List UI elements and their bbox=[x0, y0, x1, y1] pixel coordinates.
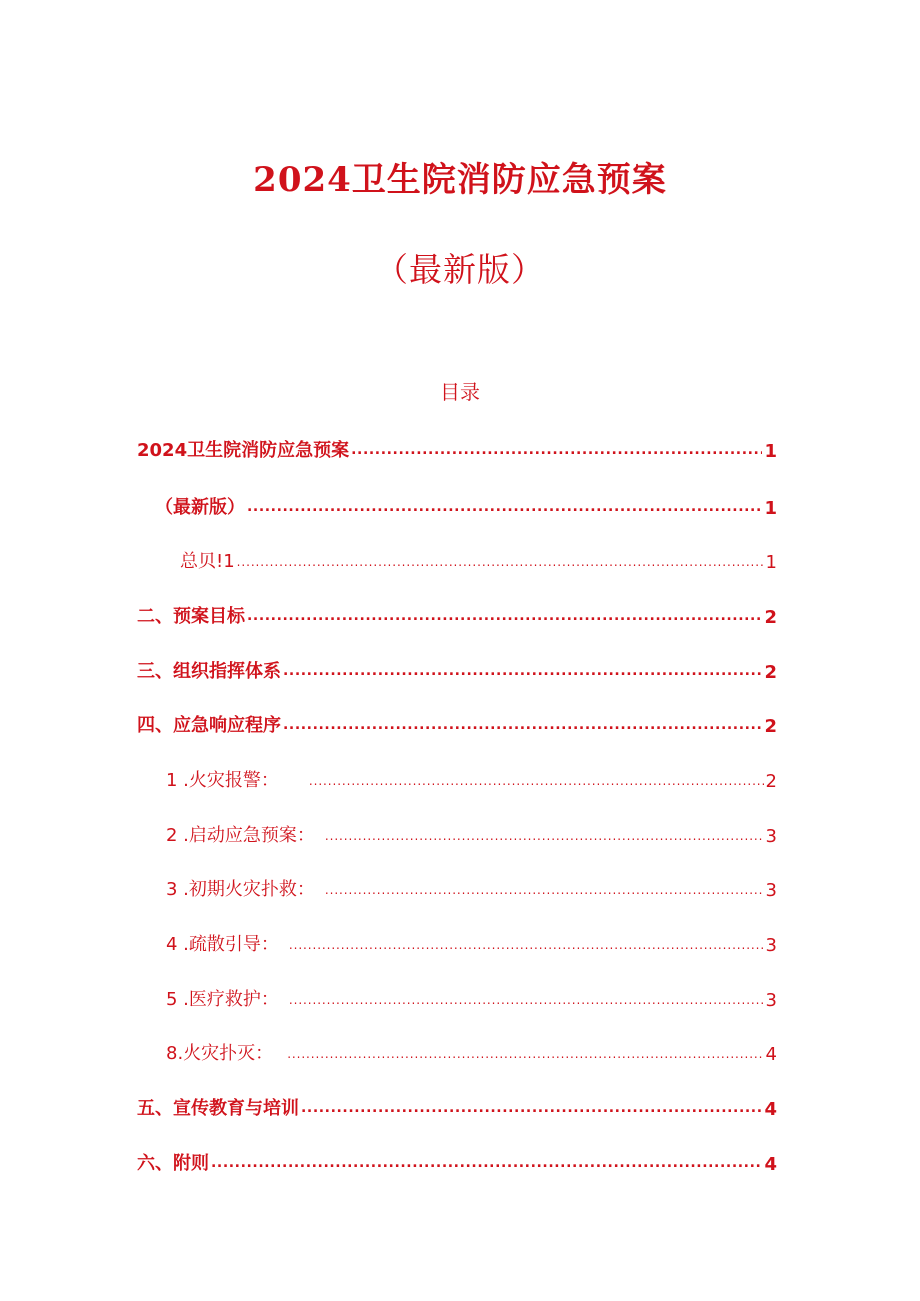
toc-entry-label: 二、预案目标 bbox=[137, 606, 245, 627]
toc-entry-page: 4 bbox=[765, 1044, 777, 1065]
toc-entry-page: 2 bbox=[764, 716, 777, 737]
toc-entry[interactable] bbox=[166, 871, 777, 901]
toc-entry-label: 三、组织指挥体系 bbox=[137, 661, 281, 682]
toc-leader-dots bbox=[289, 981, 764, 1011]
toc-leader-dots bbox=[287, 1035, 763, 1065]
toc-entry-page: 4 bbox=[764, 1154, 777, 1175]
toc-leader-dots bbox=[289, 926, 764, 956]
toc-entry-label: 五、宣传教育与培训 bbox=[137, 1098, 299, 1119]
toc-entry[interactable] bbox=[137, 1145, 777, 1175]
toc-entry[interactable] bbox=[166, 981, 777, 1011]
toc-leader-dots bbox=[325, 817, 764, 847]
toc-entry[interactable] bbox=[137, 653, 777, 683]
toc-leader-dots bbox=[301, 1090, 762, 1120]
toc-entry-label: （最新版） bbox=[155, 497, 245, 518]
toc-entry[interactable] bbox=[155, 489, 777, 519]
toc-leader-dots bbox=[283, 707, 762, 737]
toc-leader-dots bbox=[309, 762, 764, 792]
toc-entry-page: 2 bbox=[765, 771, 777, 792]
document-subtitle: （最新版） bbox=[375, 250, 545, 289]
toc-leader-dots bbox=[247, 489, 762, 519]
toc-entry-label: 4 .疏散引导： bbox=[166, 934, 279, 955]
toc-heading: 目录 bbox=[440, 380, 480, 404]
toc-entry[interactable] bbox=[137, 598, 777, 628]
document-title: 2024卫生院消防应急预案 bbox=[253, 160, 667, 200]
toc-entry-page: 3 bbox=[765, 990, 777, 1011]
toc-entry-label: 六、附则 bbox=[137, 1153, 209, 1174]
toc-entry-label: 四、应急响应程序 bbox=[137, 715, 281, 736]
toc-entry[interactable] bbox=[166, 926, 777, 956]
toc-entry-page: 1 bbox=[764, 498, 777, 519]
toc-entry[interactable] bbox=[166, 1035, 777, 1065]
toc-entry-label: 2024卫生院消防应急预案 bbox=[137, 440, 350, 461]
toc-entry-label: 1 .火灾报警： bbox=[166, 770, 279, 791]
toc-leader-dots bbox=[211, 1145, 762, 1175]
toc-entry-page: 4 bbox=[764, 1099, 777, 1120]
toc-leader-dots bbox=[247, 598, 762, 628]
toc-entry-label: 3 .初期火灾扑救： bbox=[166, 879, 315, 900]
toc-entry[interactable] bbox=[137, 1090, 777, 1120]
toc-entry-label: 8.火灾扑灭： bbox=[166, 1043, 274, 1064]
toc-entry-page: 2 bbox=[764, 607, 777, 628]
toc-entry-page: 2 bbox=[764, 662, 777, 683]
toc-entry-page: 1 bbox=[764, 441, 777, 462]
toc-entry[interactable] bbox=[180, 543, 777, 573]
toc-entry-page: 1 bbox=[765, 552, 777, 573]
toc-leader-dots bbox=[351, 432, 762, 462]
toc-entry-label: 2 .启动应急预案： bbox=[166, 825, 315, 846]
toc-entry-page: 3 bbox=[765, 935, 777, 956]
toc-leader-dots bbox=[325, 871, 764, 901]
toc-leader-dots bbox=[237, 543, 764, 573]
toc-entry[interactable] bbox=[166, 817, 777, 847]
toc-leader-dots bbox=[283, 653, 762, 683]
toc-entry-page: 3 bbox=[765, 826, 777, 847]
toc-entry[interactable] bbox=[137, 432, 777, 462]
toc-entry-label: 5 .医疗救护： bbox=[166, 989, 279, 1010]
toc-entry[interactable] bbox=[166, 762, 777, 792]
toc-entry-label: 总贝!1 bbox=[180, 551, 235, 572]
toc-entry[interactable] bbox=[137, 707, 777, 737]
toc-entry-page: 3 bbox=[765, 880, 777, 901]
